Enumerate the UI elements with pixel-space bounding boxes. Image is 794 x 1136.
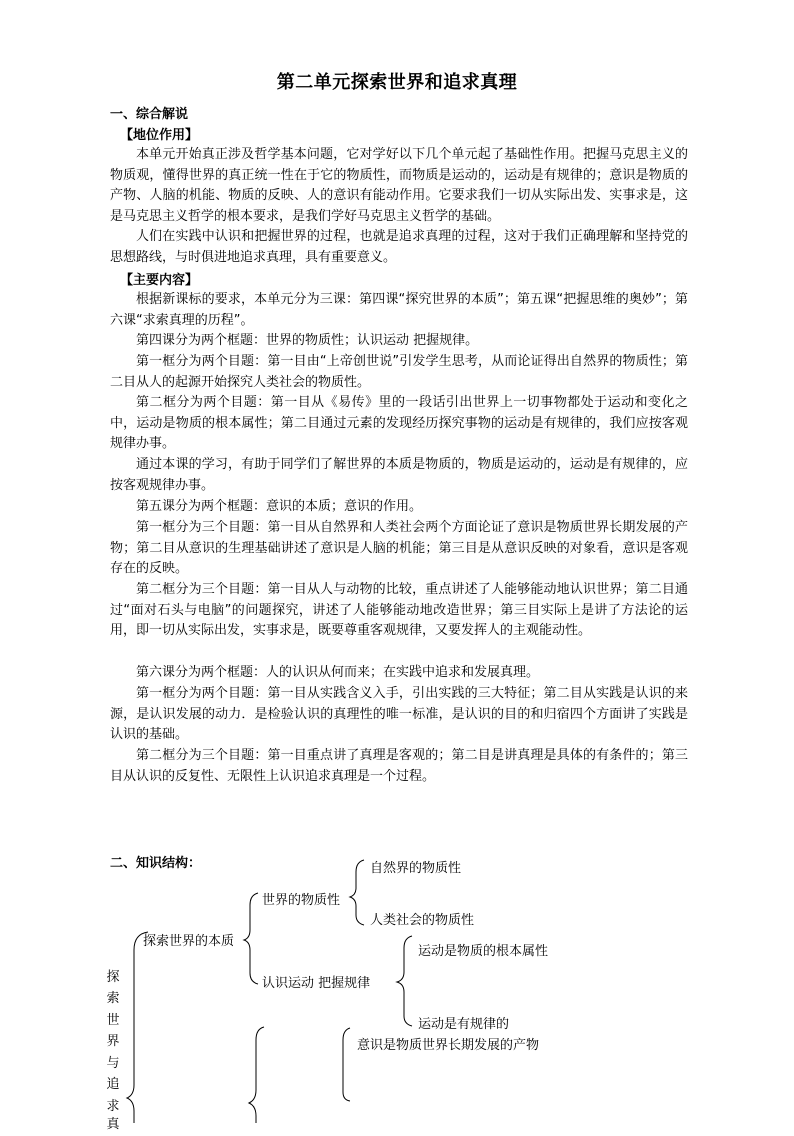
role-paragraph: 人们在实践中认识和把握世界的过程，也就是追求真理的过程，这对于我们正确理解和坚持党的思想路线，与时俱进地追求真理，具有重要意义。 (110, 229, 688, 265)
root-char: 追 (106, 1077, 120, 1092)
sub-world-material: 世界的物质性 (262, 893, 341, 908)
content-paragraph: 第二框分为三个目题：第一目从人与动物的比较，重点讲述了人能够能动地认识世界；第二目通过“面对石头与电脑”的问题探究，讲述了人能够能动地改造世界；第三目实际上是讲了方法论的运用，即一切从实际出发，实事求是，既要尊重客观规律，又要发挥人的主观能动性。 (110, 582, 688, 638)
root-char: 世 (106, 1013, 120, 1028)
item-motion-law: 运动是有规律的 (418, 1017, 510, 1032)
item-nature-material: 自然界的物质性 (370, 861, 462, 876)
section-heading-overview: 一、综合解说 (110, 107, 189, 122)
content-tag: 【主要内容】 (120, 273, 199, 288)
content-paragraph: 第四课分为两个框题：世界的物质性；认识运动 把握规律。 (136, 333, 479, 348)
content-paragraph: 第一框分为两个目题：第一目由“上帝创世说”引发学生思考，从而论证得出自然界的物质性；第二目从人的起源开始探究人类社会的物质性。 (110, 354, 688, 390)
content-paragraph: 第一框分为三个目题：第一目从自然界和人类社会两个方面论证了意识是物质世界长期发展的产物；第二目从意识的生理基础讲述了意识是人脑的机能；第三目是从意识反映的对象看，意识是客观存在的反映。 (110, 520, 688, 576)
item-consciousness-product: 意识是物质世界长期发展的产物 (357, 1038, 540, 1053)
role-tag: 【地位作用】 (120, 128, 199, 143)
page-title: 第二单元探索世界和追求真理 (276, 72, 518, 93)
item-motion-attribute: 运动是物质的根本属性 (418, 944, 549, 959)
content-paragraph: 第六课分为两个框题：人的认识从何而来；在实践中追求和发展真理。 (136, 665, 540, 680)
content-paragraph: 第五课分为两个框题：意识的本质；意识的作用。 (136, 499, 423, 514)
section-heading-structure: 二、知识结构： (110, 856, 202, 871)
item-society-material: 人类社会的物质性 (370, 913, 475, 928)
role-paragraph: 本单元开始真正涉及哲学基本问题，它对学好以下几个单元起了基础性作用。把握马克思主义的物质观，懂得世界的真正统一性在于它的物质性，而物质是运动的，运动是有规律的；意识是物质的产物、人脑的机能、物质的反映、人的意识有能动作用。它要求我们一切从实际出发、实事求是，这是马克思主义哲学的根本要求，是我们学好马克思主义哲学的基础。 (110, 147, 688, 224)
root-char: 索 (106, 991, 120, 1006)
content-paragraph: 第二框分为两个目题：第一目从《易传》里的一段话引出世界上一切事物都处于运动和变化之中，运动是物质的根本属性；第二目通过元素的发现经历探究事物的运动是有规律的，我们应按客观规律办事。 (110, 395, 688, 451)
content-paragraph: 第二框分为三个目题：第一目重点讲了真理是客观的；第二目是讲真理是具体的有条件的；第三目从认识的反复性、无限性上认识追求真理是一个过程。 (110, 748, 688, 784)
content-paragraph: 根据新课标的要求，本单元分为三课：第四课“探究世界的本质”；第五课“把握思维的奥妙”；第六课“求索真理的历程”。 (110, 292, 688, 328)
sub-motion-law: 认识运动 把握规律 (262, 976, 371, 991)
root-char: 与 (106, 1056, 120, 1071)
root-char: 界 (106, 1034, 120, 1049)
root-char: 真 (106, 1117, 120, 1132)
root-char: 探 (106, 970, 120, 985)
content-paragraph: 第一框分为两个目题：第一目从实践含义入手，引出实践的三大特征；第二目从实践是认识的来源，是认识发展的动力．是检验认识的真理性的唯一标准，是认识的目的和归宿四个方面讲了实践是认识的基础。 (110, 686, 688, 742)
root-char: 求 (106, 1099, 120, 1114)
content-paragraph: 通过本课的学习，有助于同学们了解世界的本质是物质的，物质是运动的，运动是有规律的，应按客观规律办事。 (110, 457, 688, 493)
branch-explore-world: 探索世界的本质 (143, 934, 235, 949)
